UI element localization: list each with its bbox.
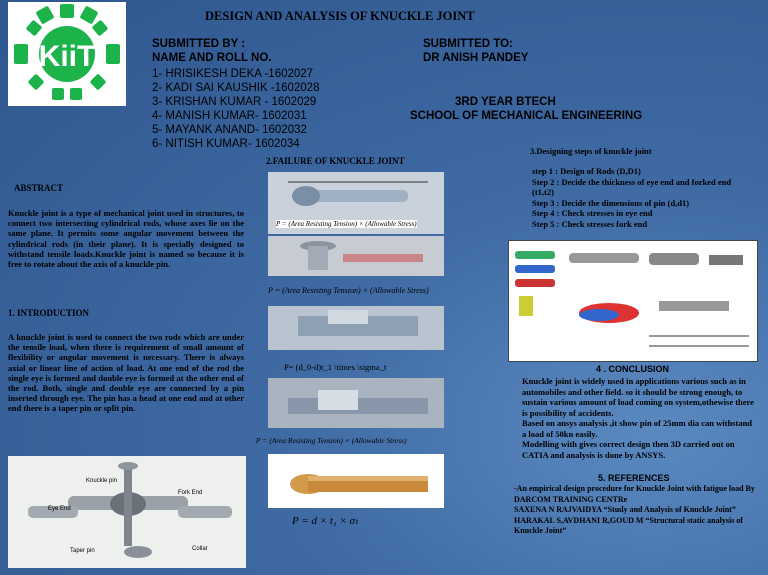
submitted-by-label: SUBMITTED BY : [152,38,246,50]
member-item: 5- MAYANK ANAND- 1602032 [152,124,307,136]
failure-heading: 2.FAILURE OF KNUCKLE JOINT [266,156,405,166]
year-label: 3RD YEAR BTECH [455,96,556,108]
submitted-to-label: SUBMITTED TO: [423,38,513,50]
member-item: 6- NITISH KUMAR- 1602034 [152,138,300,150]
member-item: 1- HRISIKESH DEKA -1602027 [152,68,314,80]
knuckle-joint-image [8,456,246,568]
formula: P = (Area Resisting Tension) × (Allowable Stress) [276,220,417,228]
design-heading: 3.Designing steps of knuckle joint [530,146,652,156]
reference-item: -An empirical design procedure for Knuckle Joint with fatigue load By DARCOM TRAINING CENTRe [514,484,755,504]
member-item: 3- KRISHAN KUMAR - 1602029 [152,96,317,108]
reference-item: SAXENA N RAJVAIDYA “Study and Analysis of Knuckle Joint” [514,505,736,514]
guide-name: DR ANISH PANDEY [423,52,529,64]
school-label: SCHOOL OF MECHANICAL ENGINEERING [410,110,643,122]
member-item: 4- MANISH KUMAR- 1602031 [152,110,307,122]
formula: P = d × t₁ × σₜ [292,515,359,527]
catia-drawing [508,240,758,362]
fig-label: Collar [192,546,208,552]
poster-title: DESIGN AND ANALYSIS OF KNUCKLE JOINT [205,9,475,23]
design-step: Step 3 : Decide the dimensions of pin (d,d1) [532,197,690,208]
fig-label: Taper pin [70,548,95,554]
conclusion-heading: 4 . CONCLUSION [596,364,670,374]
design-step: step 1 : Design of Rods (D,D1) [532,166,641,176]
abstract-text: Knuckle joint is a type of mechanical joint used in structures, to connect two intersecting cylindrical rods, whose axes lie on the same plane. It permits some angular movement between the cylindrical rods (in their plane). It is specially designed to withstand tensile loads.Knuckle joint is named so because it is free to rotate about the axis of a knuckle pin. [8,208,244,270]
abstract-heading: ABSTRACT [14,183,64,193]
svg-text:KiiT: KiiT [38,40,96,73]
failure-image-2 [268,236,444,276]
references-list [514,484,760,537]
intro-heading: 1. INTRODUCTION [8,308,90,318]
design-step: Step 5 : Check stresses fork end [532,218,648,229]
formula: P = (Area Resisting Tension) × (Allowable Stress) [268,286,429,295]
design-step: Step 2 : Decide the thickness of eye end and forked end (t1,t2) [532,176,732,197]
kiit-logo [8,2,126,106]
latex-line: P= (d_0-d)t_1 \times \sigma_t [284,362,387,372]
conclusion-text: Knuckle joint is widely used in applications various such as in automobiles and other field. so it should be strong enough, to sustain various amount of load coming on system,othewise there is possibility of accidents. Based on ansys analysis ,it show pin of 25mm dia can withstand a load of 50kn easily. Modelling with gives correct design then 3D carried out on CATIA and analysis is done by ANSYS. [522,376,754,460]
design-step: Step 4 : Check stresses in eye end [532,208,653,218]
fig-label: Eye End [48,506,71,512]
failure-image-4 [268,378,444,428]
intro-text: A knuckle joint is used to connect the two rods which are under the tensile load, when there is requirement of small amount of flexibility or angular movement is necessary. There is always axial or linear line of action of load. At one end of the rod the single eye is formed and double eye is formed at the other end of the rod. Both, single and double eye are connected by a pin inserted through eye. The pin has a head at one end and at other end there is a taper pin or split pin. [8,332,244,414]
member-item: 2- KADI SAI KAUSHIK -1602028 [152,82,320,94]
fig-label: Knuckle pin [86,478,118,484]
reference-item: HARAKAL S,AVDHANI R,GOUD M “Structural static analysis of Knuckle Joint” [514,515,743,535]
references-heading: 5. REFERENCES [598,473,670,483]
member-list [152,67,319,151]
fig-label: Fork End [178,490,203,496]
failure-image-1 [268,172,444,234]
design-steps [532,166,754,229]
ansys-pin-image [268,454,444,508]
name-roll-label: NAME AND ROLL NO. [152,52,272,64]
formula: P = (Area Resisting Tension) × (Allowable Stress) [256,436,407,445]
failure-image-3 [268,306,444,350]
